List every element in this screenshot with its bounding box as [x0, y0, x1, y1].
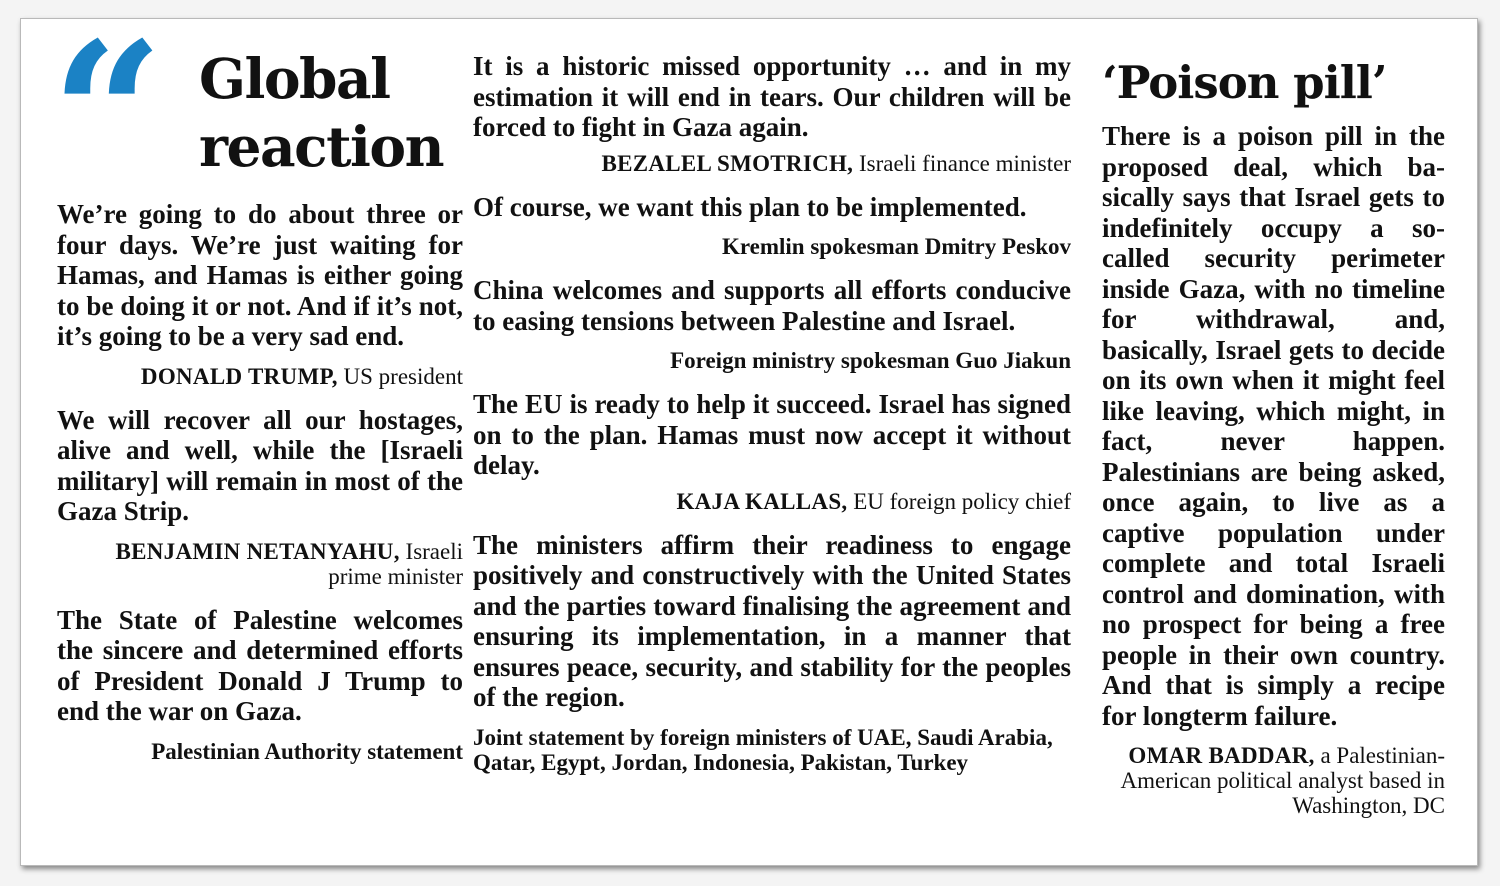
quote-smotrich: It is a historic missed opportunity … and in my estimation it will end in tears. Our children will be forced to fight in Gaza again. [473, 51, 1071, 142]
attribution-baddar: OMAR BADDAR, a Palestinian-American political analyst based in Washington, DC [1120, 743, 1445, 818]
attribution-china: Foreign ministry spokesman Guo Jiakun [670, 348, 1071, 373]
attribution-peskov: Kremlin spokesman Dmitry Peskov [721, 234, 1071, 259]
quote-trump: We’re going to do about three or four days. We’re just waiting for Hamas, and Hamas is either going to be doing it or not. And if it’s not, it’s going to be a very sad end. [57, 199, 463, 351]
quote-joint-statement: The ministers affirm their readiness to engage positively and constructively with the United States and the parties toward finalising the agreement and ensuring its implementation, in a manner that ensures peace, security, and stability for the peoples of the region. [473, 529, 1071, 712]
poison-pill-title: ‘Poison pill’ [1102, 56, 1387, 109]
quote-netanyahu: We will recover all our hostages, alive and well, while the [Israeli military] will remain in most of the Gaza Strip. [57, 404, 463, 526]
attribution-kallas: KAJA KALLAS, EU foreign policy chief [676, 488, 1071, 514]
section-header [51, 18, 463, 230]
attribution-trump: DONALD TRUMP, US president [140, 363, 463, 389]
attribution-palestinian-authority: Palestinian Authority statement [151, 738, 463, 764]
attribution-smotrich: BEZALEL SMOTRICH, Israeli finance minister [601, 150, 1071, 176]
quote-china: China welcomes and supports all efforts conducive to easing tensions between Palestine and Israel. [473, 275, 1071, 336]
column-right [1102, 51, 1445, 834]
quote-peskov: Of course, we want this plan to be implemented. [473, 191, 1027, 222]
quote-baddar: There is a poison pill in the proposed deal, which basically says that Israel gets to indefinitely occupy a so-called security perimeter inside Gaza, with no timeline for withdrawal, and, basically, Israel gets to decide on its own when it might feel like leaving, which might, in fact, never happen. Palestinians are being asked, once again, to live as a captive population under complete and total Israeli control and domination, with no prospect for being a free people in their own country. And that is simply a recipe for longterm failure. [1102, 121, 1445, 731]
news-panel [20, 18, 1478, 866]
section-title: Global reaction [199, 46, 444, 179]
attribution-joint-statement: Joint statement by foreign ministers of UAE, Saudi Arabia, Qatar, Egypt, Jordan, Indonesia, Pakistan, Turkey [473, 724, 1053, 775]
attribution-netanyahu: BENJAMIN NETANYAHU, Israeli prime minister [115, 538, 463, 589]
quote-palestinian-authority: The State of Palestine welcomes the sincere and determined efforts of President Donald J Trump to end the war on Gaza. [57, 604, 463, 726]
column-left [51, 18, 463, 780]
column-middle [473, 51, 1071, 791]
quote-mark-icon: “ [51, 18, 164, 230]
quote-kallas: The EU is ready to help it succeed. Israel has signed on to the plan. Hamas must now accept it without delay. [473, 389, 1071, 480]
